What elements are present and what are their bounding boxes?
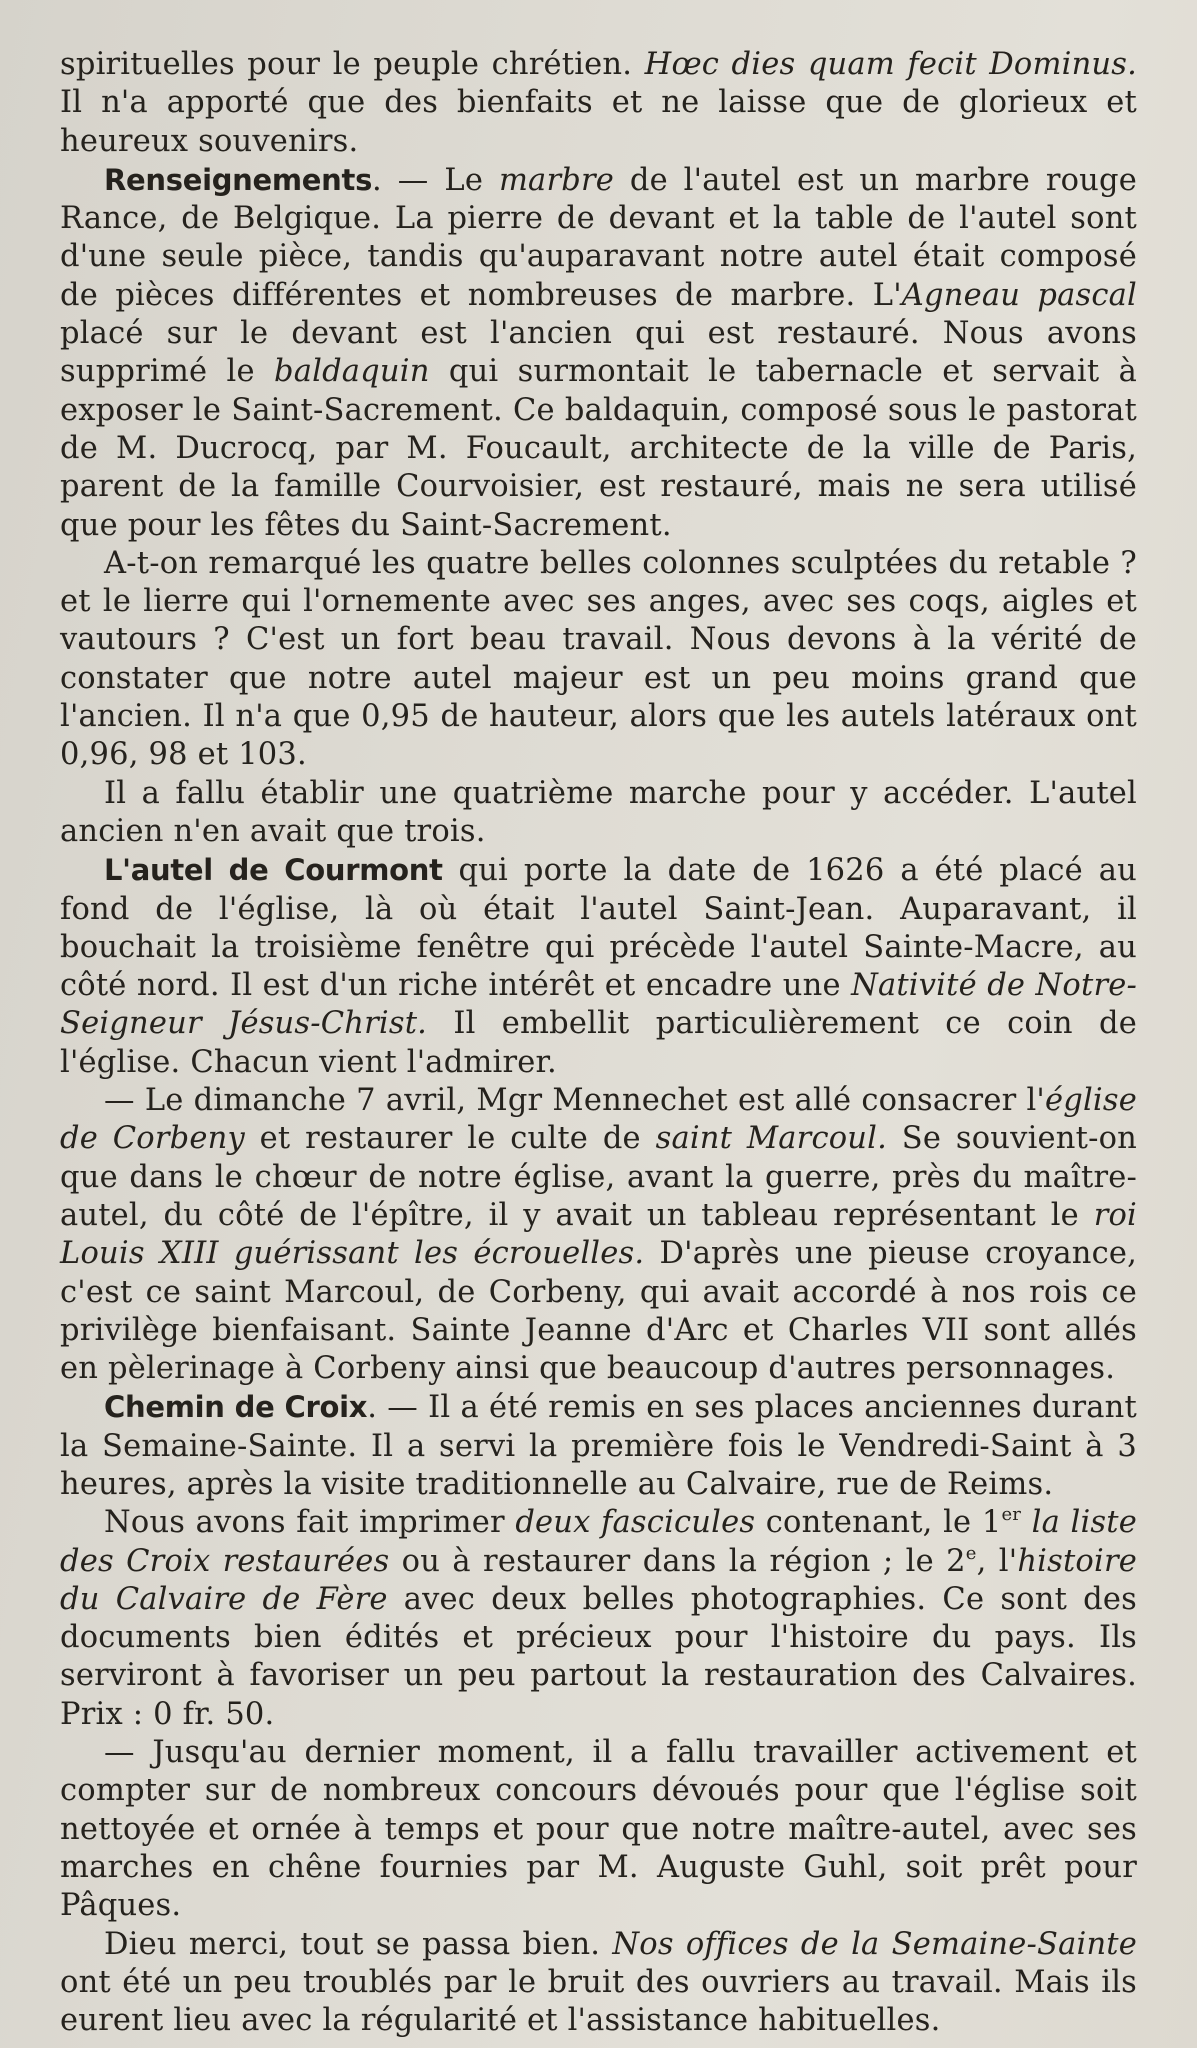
italic-text: Hœc dies quam fecit Dominus. <box>644 47 1138 82</box>
text-run: spirituelles pour le peuple chrétien. <box>60 47 645 82</box>
text-run: de l'autel est un marbre rouge Rance, de Belgique. La pierre de devant et la table de l'autel sont d'une seule pièce, tandis qu'auparavant notre autel était composé de pièces différentes et nombreuses de marbre. L' <box>60 162 1138 313</box>
text-run: ou à restaurer dans la région ; le 2 <box>389 1543 966 1579</box>
text-run: . — Il a été remis en ses places anciennes durant la Semaine-Sainte. Il a servi la première fois le Vendredi-Saint à 3 heures, après la visite traditionnelle au Calvaire, rue de Reims. <box>60 1390 1137 1502</box>
text-run: Il n'a apporté que des bienfaits et ne laisse que de glorieux et heureux souvenirs. <box>60 85 1137 159</box>
italic-text: Agneau pascal <box>901 277 1137 313</box>
italic-text: Nativité de Notre-Seigneur Jésus-Christ. <box>60 968 1137 1042</box>
italic-text: marbre <box>498 162 614 198</box>
body-text <box>60 46 1137 2040</box>
text-run: Se souvient-on que dans le chœur de notre église, avant la guerre, près du maître-autel, du côté de l'épître, il y avait un tableau représentant le <box>60 1121 1137 1233</box>
text-run: A-t-on remarqué les quatre belles colonnes sculptées du retable ? et le lierre qui l'ornemente avec ses anges, avec ses coqs, aigles et vautours ? C'est un fort beau travail. Nous devons à la vérité de constater que notre autel majeur est un peu moins grand que l'ancien. Il n'a que 0,95 de hauteur, alors que les autels latéraux ont 0,96, 98 et 103. <box>60 545 1137 773</box>
text-run: — Jusqu'au dernier moment, il a fallu travailler activement et compter sur de nombreux concours dévoués pour que l'église soit nettoyée et ornée à temps et pour que notre maître-autel, avec ses marches en chêne fournies par M. Auguste Guhl, soit prêt pour Pâques. <box>60 1735 1137 1924</box>
section-heading: Chemin de Croix <box>104 1390 368 1425</box>
italic-text: histoire du Calvaire de Fère <box>60 1543 1137 1617</box>
text-run: Il a fallu établir une quatrième marche pour y accéder. L'autel ancien n'en avait que trois. <box>60 775 1137 849</box>
paragraph-fascicules <box>60 1504 1137 1734</box>
text-run: Il embellit particulièrement ce coin de l'église. Chacun vient l'admirer. <box>60 1006 1137 1080</box>
text-run <box>1021 1505 1032 1540</box>
section-heading: L'autel de Courmont <box>104 853 443 888</box>
paragraph-corbeny <box>60 1082 1137 1388</box>
paragraph-marche <box>60 775 1137 852</box>
paragraph-continuation <box>60 46 1137 161</box>
text-run: qui porte la date de 1626 a été placé au fond de l'église, là où était l'autel Saint-Jean. Auparavant, il bouchait la troisième fenêtre qui précède l'autel Sainte-Macre, au côté nord. Il est d'un riche intérêt et encadre une <box>60 853 1137 1004</box>
text-run: avec deux belles photographies. Ce sont des documents bien édités et précieux pour l'histoire du pays. Ils serviront à favoriser un peu partout la restauration des Calvaires. Prix : 0 fr. 50. <box>60 1581 1138 1732</box>
italic-text: la liste des Croix restaurées <box>60 1505 1137 1579</box>
text-run: — Le dimanche 7 avril, Mgr Mennechet est allé consacrer l' <box>104 1083 1045 1119</box>
paragraph-renseignements <box>60 161 1137 545</box>
text-run: . — Le <box>372 162 499 198</box>
paragraph-chemin-de-croix <box>60 1388 1137 1504</box>
superscript: e <box>965 1542 977 1564</box>
italic-text: saint Marcoul. <box>655 1121 887 1157</box>
text-run: D'après une pieuse croyance, c'est ce saint Marcoul, de Corbeny, qui avait accordé à nos rois ce privilège bienfaisant. Sainte Jeanne d'Arc et Charles VII sont allés en pèlerinage à Corbeny ainsi que beaucoup d'autres personnages. <box>60 1236 1138 1387</box>
paragraph-autel-courmont <box>60 851 1137 1082</box>
text-run: Nous avons fait imprimer <box>104 1505 516 1541</box>
paragraph-colonnes <box>60 545 1137 775</box>
italic-text: deux fascicules <box>515 1505 756 1541</box>
text-run: qui surmontait le tabernacle et servait à exposer le Saint-Sacrement. Ce baldaquin, composé sous le pastorat de M. Ducrocq, par M. Foucault, architecte de la ville de Paris, parent de la famille Courvoisier, est restauré, mais ne sera utilisé que pour les fêtes du Saint-Sacrement. <box>60 354 1137 543</box>
paragraph-dernier-moment <box>60 1734 1137 1925</box>
paragraph-dieu-merci <box>60 1926 1137 2041</box>
italic-text: baldaquin <box>274 354 430 390</box>
italic-text: roi Louis XIII guérissant les écrouelles. <box>60 1197 1137 1272</box>
section-heading: Renseignements <box>104 162 373 197</box>
text-run: contenant, le 1 <box>755 1505 1002 1541</box>
text-run: Dieu merci, tout se passa bien. <box>104 1926 613 1962</box>
italic-text: église de Corbeny <box>60 1083 1137 1157</box>
superscript: er <box>1001 1504 1022 1526</box>
text-run: placé sur le devant est l'ancien qui est restauré. Nous avons supprimé le <box>60 316 1137 390</box>
text-run: , l' <box>976 1543 1018 1579</box>
text-run: et restaurer le culte de <box>244 1121 656 1157</box>
italic-text: Nos offices de la Semaine-Sainte <box>612 1926 1137 1962</box>
text-run: ont été un peu troublés par le bruit des ouvriers au travail. Mais ils eurent lieu avec la régularité et l'assistance habituelles. <box>60 1964 1137 2039</box>
